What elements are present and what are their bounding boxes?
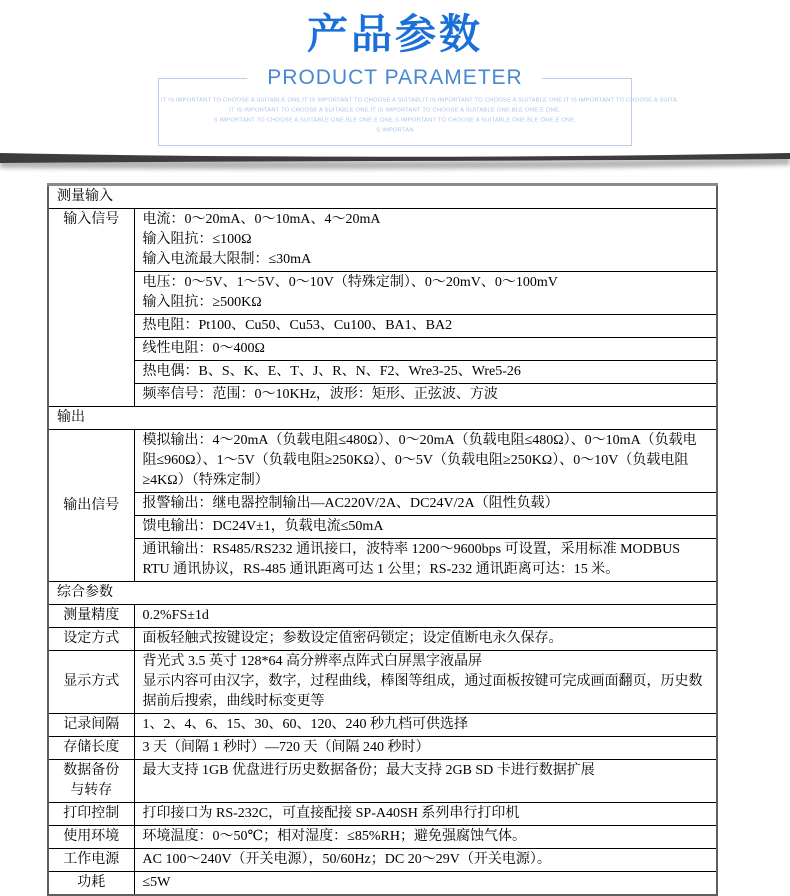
table-section-row: [48, 407, 717, 430]
spec-value-line: 0.2%FS±1d: [142, 608, 209, 623]
spec-value-line: 输入阻抗：≥500KΩ: [142, 295, 262, 310]
spec-value-line: 打印接口为 RS-232C，可直接配接 SP-A40SH 系列串行打印机: [142, 806, 520, 821]
spec-value: [134, 209, 717, 272]
table-row: [48, 628, 717, 651]
spec-value-line: AC 100～240V（开关电源），50/60Hz；DC 20～29V（开关电源）。: [142, 852, 551, 867]
table-row: [48, 651, 717, 714]
spec-label: [48, 737, 134, 760]
spec-label-line: 打印控制: [63, 806, 120, 821]
table-section-row: [48, 185, 717, 209]
tagline-text: [160, 95, 677, 135]
spec-value-line: 1、2、4、6、15、30、60、120、240 秒九档可供选择: [142, 717, 468, 732]
table-row: [48, 849, 717, 872]
spec-value-line: 输入阻抗：≤100Ω: [142, 232, 252, 247]
table-row: [48, 539, 717, 582]
spec-value-line: 最大支持 1GB 优盘进行历史数据备份；最大支持 2GB SD 卡进行数据扩展: [142, 763, 595, 778]
table-row: [48, 361, 717, 384]
spec-value-line: 3 天（间隔 1 秒时）—720 天（间隔 240 秒时）: [142, 740, 430, 755]
table-row: [48, 384, 717, 407]
spec-label: [48, 849, 134, 872]
spec-value-line: 热电阻：Pt100、Cu50、Cu53、Cu100、BA1、BA2: [142, 318, 453, 333]
swoosh-divider-graphic: [0, 151, 790, 177]
table-row: [48, 493, 717, 516]
spec-value: [134, 760, 717, 803]
spec-label-line: 设定方式: [63, 631, 120, 646]
table-row: [48, 714, 717, 737]
spec-value: [134, 493, 717, 516]
spec-label-line: 输出信号: [63, 497, 120, 513]
table-section-row: [48, 582, 717, 605]
tagline-line: S IMPORTAN: [376, 126, 414, 134]
spec-label: [48, 430, 134, 582]
spec-value-line: 热电偶：B、S、K、E、T、J、R、N、F2、Wre3-25、Wre5-26: [142, 364, 521, 379]
spec-value-line: 电流：0～20mA、0～10mA、4～20mA: [142, 212, 381, 227]
spec-value-line: 电压：0～5V、1～5V、0～10V（特殊定制）、0～20mV、0～100mV: [142, 275, 558, 290]
table-row: [48, 803, 717, 826]
spec-label: [48, 872, 134, 896]
section-header: 综合参数: [48, 582, 717, 605]
tagline-line: S IMPORTANT TO CHOOSE A SUITABLE ONE.BLE ONE.E ONE.S IMPORTANT TO CHOOSE A SUITABLE ONE.BLE ONE.E ONE.: [213, 116, 577, 124]
spec-value: [134, 315, 717, 338]
spec-value: [134, 826, 717, 849]
spec-value: [134, 737, 717, 760]
spec-value-line: 报警输出：继电器控制输出—AC220V/2A、DC24V/2A（阻性负载）: [142, 496, 559, 511]
spec-label: [48, 826, 134, 849]
tagline-line: IT IS IMPORTANT TO CHOOSE A SUITABLE ONE.IT IS IMPORTANT TO CHOOSE A SUITABLE ONE.BLE ONE.E ONE.: [229, 106, 561, 113]
spec-value: [134, 272, 717, 315]
spec-value: [134, 338, 717, 361]
spec-label-line: 与转存: [70, 783, 113, 798]
spec-value: [134, 628, 717, 651]
table-row: [48, 272, 717, 315]
table-row: [48, 605, 717, 628]
spec-value-line: 面板轻触式按键设定；参数设定值密码锁定；设定值断电永久保存。: [142, 631, 563, 646]
spec-label: [48, 714, 134, 737]
spec-table: [47, 183, 718, 896]
product-parameter-page: [0, 9, 790, 890]
table-row: [48, 826, 717, 849]
table-row: [48, 516, 717, 539]
spec-value: [134, 803, 717, 826]
spec-value: [134, 516, 717, 539]
table-row: [48, 315, 717, 338]
spec-label-line: 功耗: [77, 875, 106, 890]
spec-value-line: 馈电输出：DC24V±1，负载电流≤50mA: [142, 519, 384, 534]
spec-value-line: ≤5W: [142, 875, 171, 890]
spec-label: [48, 605, 134, 628]
spec-value-line: 模拟输出：4～20mA（负载电阻≤480Ω）、0～20mA（负载电阻≤480Ω）、0～10mA（负载电阻≤960Ω）、1～5V（负载电阻≥250KΩ）、0～5V（负载电阻≥250KΩ）、0～10V（负载电阻≥4KΩ）（特殊定制）: [142, 433, 697, 488]
spec-value-line: 输入电流最大限制：≤30mA: [142, 252, 312, 267]
spec-value-line: 线性电阻：0～400Ω: [142, 341, 265, 356]
spec-value: [134, 361, 717, 384]
spec-label-line: 存储长度: [63, 740, 120, 755]
table-row: [48, 737, 717, 760]
spec-value-line: 通讯输出：RS485/RS232 通讯接口，波特率 1200～9600bps 可设置，采用标准 MODBUS RTU 通讯协议，RS-485 通讯距离可达 1 公里；RS-232 通讯距离可达：15 米。: [142, 542, 680, 577]
spec-value: [134, 714, 717, 737]
table-row: [48, 872, 717, 896]
spec-label-line: 输入信号: [63, 212, 120, 227]
table-row: [48, 338, 717, 361]
spec-label: [48, 803, 134, 826]
spec-label: [48, 651, 134, 714]
spec-value: [134, 651, 717, 714]
table-row: [48, 760, 717, 803]
spec-label-line: 记录间隔: [63, 717, 120, 732]
tagline-line: IT IS IMPORTANT TO CHOOSE A SUITABLE ONE.IT IS IMPORTANT TO CHOOSE A SUITABLIT IS IMPORTANT TO CHOOSE A SUITABLE ONE.IT IS IMPORTANT TO CHOOSE A SUITA: [160, 96, 677, 103]
spec-label-line: 显示方式: [63, 674, 120, 689]
spec-value: [134, 539, 717, 582]
spec-value: [134, 872, 717, 896]
spec-table-body: [48, 185, 717, 896]
table-row: [48, 430, 717, 493]
spec-label-line: 工作电源: [63, 852, 120, 867]
spec-label: [48, 628, 134, 651]
spec-value-line: 背光式 3.5 英寸 128*64 高分辨率点阵式白屏黑字液晶屏: [142, 654, 482, 669]
spec-label-line: 测量精度: [63, 608, 120, 623]
spec-value: [134, 605, 717, 628]
spec-label: [48, 209, 134, 407]
spec-value: [134, 849, 717, 872]
spec-label: [48, 760, 134, 803]
spec-value-line: 环境温度：0～50℃；相对湿度：≤85%RH；避免强腐蚀气体。: [142, 829, 526, 844]
spec-value-line: 频率信号：范围：0～10KHz，波形：矩形、正弦波、方波: [142, 387, 498, 402]
spec-value: [134, 384, 717, 407]
section-header: 测量输入: [48, 185, 717, 209]
page-title: 产品参数: [307, 11, 483, 57]
spec-value: [134, 430, 717, 493]
spec-label-line: 使用环境: [63, 829, 120, 844]
spec-value-line: 显示内容可由汉字，数字，过程曲线，棒图等组成，通过面板按键可完成画面翻页，历史数据前后搜索，曲线时标变更等: [142, 674, 703, 709]
section-divider: [0, 151, 790, 177]
section-header: 输出: [48, 407, 717, 430]
subtitle-legend-box: [158, 66, 677, 146]
spec-label-line: 数据备份: [63, 763, 120, 778]
page-subtitle: PRODUCT PARAMETER: [247, 64, 542, 92]
table-row: [48, 209, 717, 272]
